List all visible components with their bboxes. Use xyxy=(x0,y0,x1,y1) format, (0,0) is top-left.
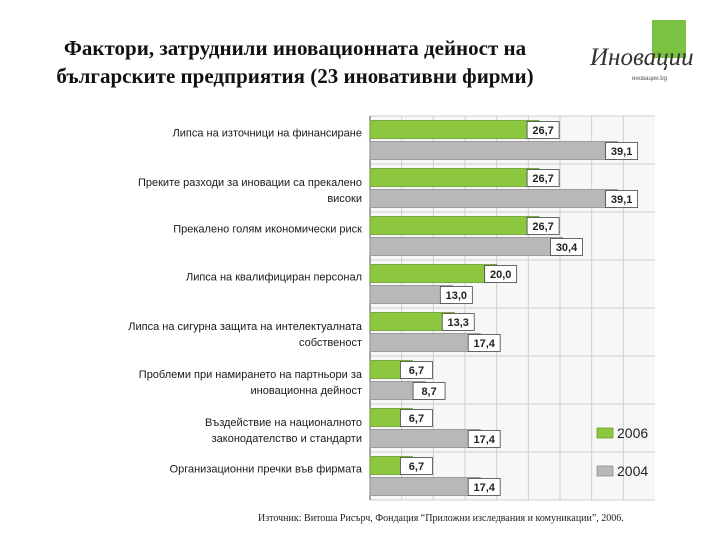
logo xyxy=(590,20,708,90)
bar-2006 xyxy=(370,313,454,331)
category-label-line: Преките разходи за иновации са прекалено xyxy=(137,177,362,189)
category-label xyxy=(170,464,363,476)
bar-2006 xyxy=(370,217,539,235)
bar-2004 xyxy=(370,478,480,496)
bar-2006 xyxy=(370,169,539,187)
bar-2004 xyxy=(370,430,480,448)
data-label: 13,0 xyxy=(445,290,468,302)
data-label: 39,1 xyxy=(610,146,633,158)
bar-2006 xyxy=(370,265,497,283)
bar-2004 xyxy=(370,238,563,256)
legend-label: 2006 xyxy=(617,425,649,441)
title-line-1: Фактори, затруднили иновационната дейност на xyxy=(63,36,527,60)
data-label: 39,1 xyxy=(610,194,633,206)
category-label-line: Липса на квалифициран персонал xyxy=(185,271,362,284)
bar-chart xyxy=(0,110,720,510)
logo-subtext: иновации.bg xyxy=(632,76,667,82)
data-label: 6,7 xyxy=(408,461,425,473)
data-label: 8,7 xyxy=(421,386,437,398)
category-label-line: собственост xyxy=(298,337,362,349)
data-label: 26,7 xyxy=(532,173,554,185)
legend-swatch-2006 xyxy=(597,428,613,438)
data-label: 13,3 xyxy=(447,317,469,329)
category-label xyxy=(186,272,362,284)
category-label-line: Липса на източници на финансиране xyxy=(172,127,362,140)
page-title xyxy=(10,34,580,90)
data-label: 6,7 xyxy=(408,413,425,425)
category-label-line: Въздействие на националното xyxy=(205,417,362,429)
legend-label: 2004 xyxy=(617,463,649,479)
category-label-line: Проблеми при намирането на партньори за xyxy=(138,369,362,381)
category-label-line: законодателство и стандарти xyxy=(211,433,362,445)
category-label-line: високи xyxy=(327,193,362,205)
legend-swatch-2004 xyxy=(597,466,613,476)
category-label-line: иновационна дейност xyxy=(250,385,362,397)
category-label xyxy=(139,369,363,397)
bar-2004 xyxy=(370,190,618,208)
category-label-line: Организационни пречки във фирмата xyxy=(169,463,362,476)
data-label: 17,4 xyxy=(473,434,495,446)
category-label-line: Липса на сигурна защита на интелектуалната xyxy=(128,321,362,333)
data-label: 20,0 xyxy=(489,269,512,281)
data-label: 17,4 xyxy=(473,338,495,350)
source-note: Източник: Витоша Рисърч, Фондация “Приложни изследвания и комуникации”, 2006. xyxy=(258,513,624,524)
category-label xyxy=(205,417,362,445)
data-label: 26,7 xyxy=(532,221,554,233)
category-label xyxy=(138,177,362,205)
data-label: 17,4 xyxy=(473,482,495,494)
bar-2006 xyxy=(370,121,539,139)
bar-2004 xyxy=(370,334,480,352)
category-label-line: Прекалено голям икономически риск xyxy=(173,223,362,236)
data-label: 26,7 xyxy=(532,125,554,137)
data-label: 6,7 xyxy=(408,365,425,377)
bar-2004 xyxy=(370,142,618,160)
category-label xyxy=(173,224,362,236)
title-line-2: българските предприятия (23 иновативни фирми) xyxy=(56,64,534,88)
category-label xyxy=(128,321,363,349)
data-label: 30,4 xyxy=(555,242,578,254)
category-label xyxy=(173,128,362,140)
logo-text: Иновации xyxy=(590,44,694,71)
